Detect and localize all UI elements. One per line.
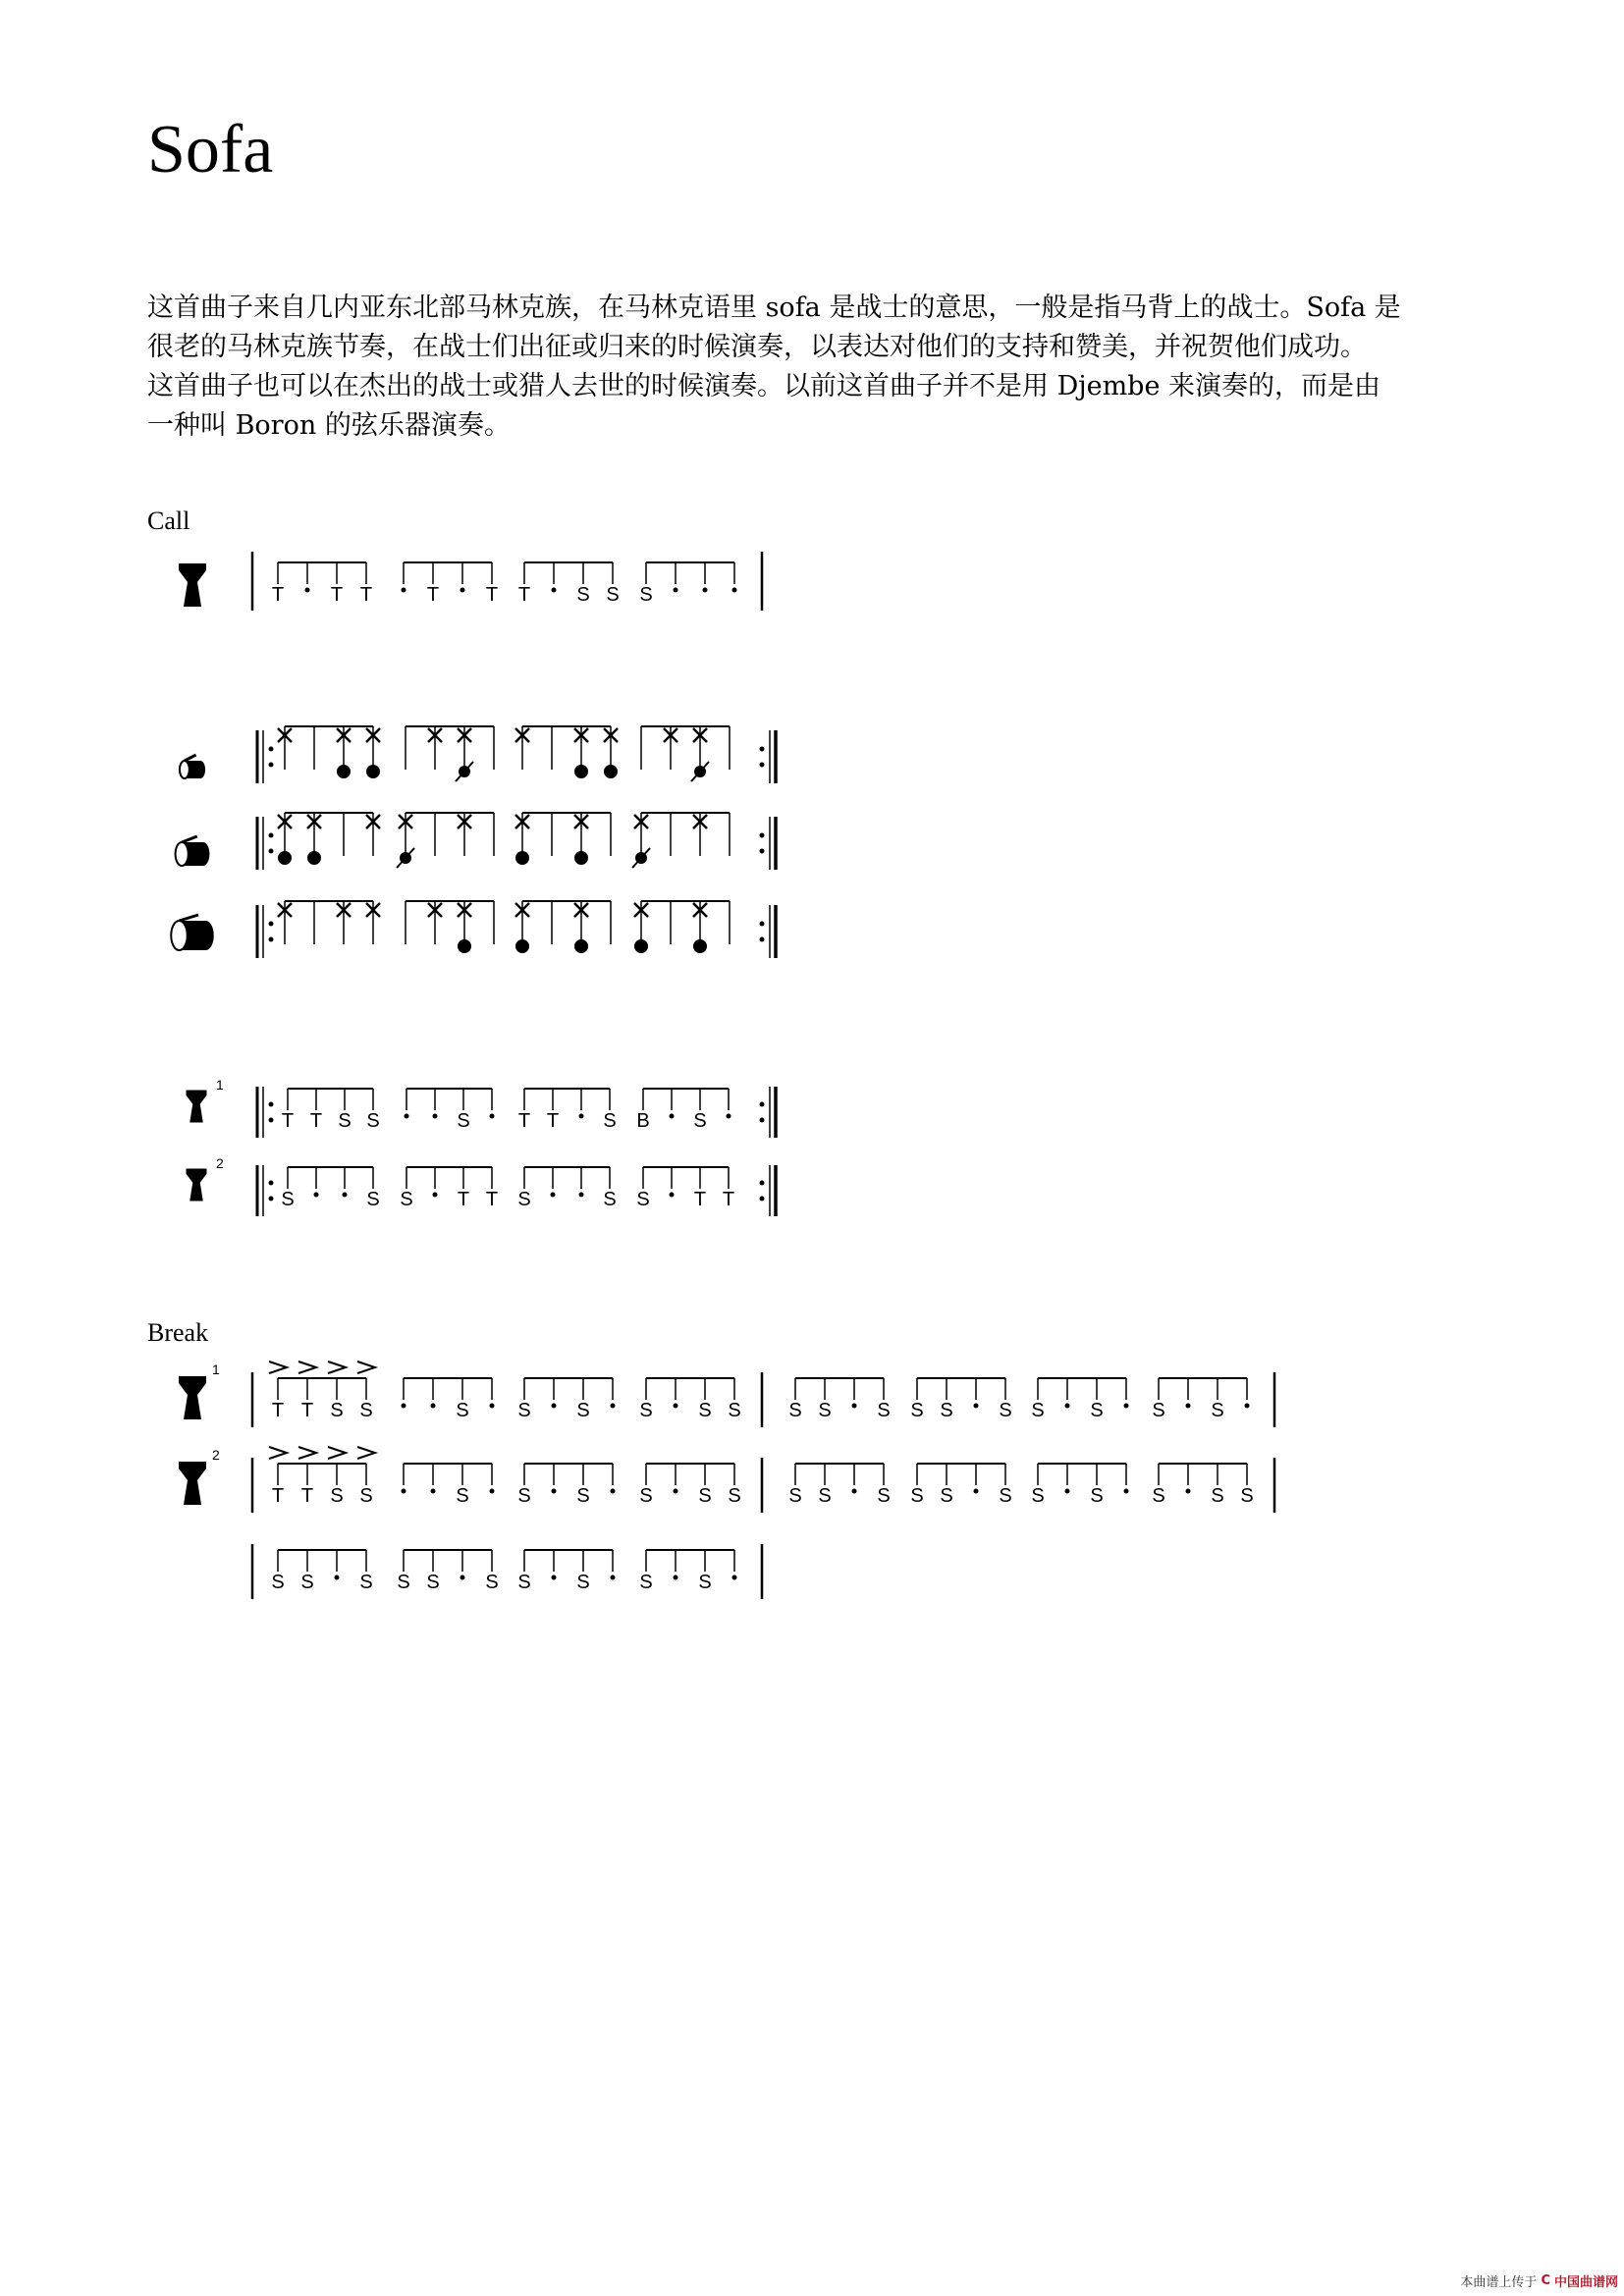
stroke-s: S xyxy=(271,1572,285,1593)
rest-dot xyxy=(670,1114,675,1119)
stroke-s: S xyxy=(698,1400,712,1421)
rest-dot xyxy=(431,1489,436,1494)
rest-dot xyxy=(405,1114,409,1119)
rest-dot xyxy=(460,588,465,593)
stroke-t: T xyxy=(359,584,373,606)
repeat-dot xyxy=(760,849,765,854)
drum-open-dot xyxy=(574,851,588,865)
stroke-t: T xyxy=(485,1189,499,1210)
accent-mark xyxy=(269,1447,287,1459)
stroke-s: S xyxy=(606,584,620,606)
rest-dot xyxy=(552,1575,557,1580)
stroke-s: S xyxy=(698,1485,712,1507)
kenkeni-icon-head xyxy=(180,761,189,778)
stroke-t: T xyxy=(309,1110,323,1132)
part-number: 2 xyxy=(212,1447,220,1463)
repeat-dot xyxy=(760,922,765,927)
stroke-s: S xyxy=(359,1400,373,1421)
drum-open-dot xyxy=(515,939,529,953)
stroke-t: T xyxy=(300,1485,314,1507)
drum-open-dot xyxy=(693,939,707,953)
stroke-t: T xyxy=(517,1110,531,1132)
part-number: 1 xyxy=(212,1362,220,1377)
stroke-t: T xyxy=(271,1400,285,1421)
stroke-s: S xyxy=(517,1572,531,1593)
stroke-s: S xyxy=(1211,1400,1224,1421)
rest-dot xyxy=(611,1404,616,1409)
stroke-s: S xyxy=(300,1572,314,1593)
drum-open-dot xyxy=(278,851,292,865)
stroke-s: S xyxy=(456,1485,469,1507)
repeat-dot xyxy=(269,922,274,927)
rest-dot xyxy=(431,1404,436,1409)
rest-dot xyxy=(974,1404,979,1409)
accent-mark xyxy=(269,1362,287,1373)
rest-dot xyxy=(1124,1489,1129,1494)
footer-prefix: 本曲谱上传于 xyxy=(1460,2275,1538,2290)
rest-dot xyxy=(402,1404,406,1409)
rest-dot xyxy=(552,1489,557,1494)
stroke-t: T xyxy=(300,1400,314,1421)
repeat-dot xyxy=(269,849,274,854)
djembe-icon xyxy=(179,1462,206,1505)
rest-dot xyxy=(490,1489,495,1494)
rest-dot xyxy=(674,1575,678,1580)
repeat-dot xyxy=(269,833,274,838)
stroke-s: S xyxy=(818,1400,832,1421)
repeat-dot xyxy=(760,747,765,752)
rest-dot xyxy=(974,1489,979,1494)
rest-dot xyxy=(490,1114,495,1119)
rest-dot xyxy=(1065,1489,1070,1494)
stroke-s: S xyxy=(698,1572,712,1593)
rest-dot xyxy=(305,588,310,593)
intro-line: 一种叫 Boron 的弦乐器演奏。 xyxy=(147,410,511,441)
rest-dot xyxy=(490,1404,495,1409)
repeat-dot xyxy=(760,1197,765,1201)
drum-open-dot xyxy=(307,851,321,865)
stroke-s: S xyxy=(397,1572,410,1593)
stroke-s: S xyxy=(517,1400,531,1421)
rest-dot xyxy=(727,1114,731,1119)
drum-open-dot xyxy=(515,851,529,865)
rest-dot xyxy=(579,1114,584,1119)
stroke-t: T xyxy=(457,1189,470,1210)
intro-line: 这首曲子也可以在杰出的战士或猎人去世的时候演奏。以前这首曲子并不是用 Djembe 来演奏的，而是由 xyxy=(147,371,1381,401)
rest-dot xyxy=(1186,1404,1191,1409)
stroke-s: S xyxy=(366,1189,380,1210)
djembe-icon xyxy=(179,563,206,607)
repeat-dot xyxy=(760,1102,765,1107)
stroke-s: S xyxy=(910,1400,924,1421)
rest-dot xyxy=(1065,1404,1070,1409)
repeat-dot xyxy=(269,763,274,768)
drum-open-dot xyxy=(574,939,588,953)
rest-dot xyxy=(674,588,678,593)
stroke-t: T xyxy=(485,584,499,606)
repeat-dot xyxy=(760,833,765,838)
repeat-dot xyxy=(269,1197,274,1201)
stroke-s: S xyxy=(456,1400,469,1421)
repeat-dot xyxy=(269,747,274,752)
rest-dot xyxy=(460,1575,465,1580)
rest-dot xyxy=(402,588,406,593)
rest-dot xyxy=(852,1404,857,1409)
stroke-t: T xyxy=(271,1485,285,1507)
stroke-s: S xyxy=(330,1400,344,1421)
stroke-s: S xyxy=(400,1189,413,1210)
intro-line: 这首曲子来自几内亚东北部马林克族，在马林克语里 sofa 是战士的意思，一般是指马背上的战士。Sofa 是 xyxy=(147,293,1401,323)
stroke-s: S xyxy=(818,1485,832,1507)
accent-mark xyxy=(328,1362,346,1373)
repeat-dot xyxy=(269,1102,274,1107)
stroke-s: S xyxy=(1031,1485,1045,1507)
stroke-s: S xyxy=(330,1485,344,1507)
stroke-s: S xyxy=(639,1485,653,1507)
rest-dot xyxy=(674,1404,678,1409)
rest-dot xyxy=(611,1575,616,1580)
drum-open-dot xyxy=(634,939,648,953)
part-number: 1 xyxy=(216,1077,224,1093)
rest-dot xyxy=(732,1575,737,1580)
stroke-s: S xyxy=(338,1110,352,1132)
site-logo-icon: C xyxy=(1541,2273,1550,2288)
stroke-s: S xyxy=(639,584,653,606)
stroke-s: S xyxy=(639,1400,653,1421)
repeat-dot xyxy=(760,1181,765,1186)
sangban-icon-head xyxy=(176,842,189,866)
rest-dot xyxy=(1124,1404,1129,1409)
stroke-s: S xyxy=(426,1572,440,1593)
stroke-s: S xyxy=(693,1110,707,1132)
rest-dot xyxy=(703,588,708,593)
stroke-s: S xyxy=(788,1485,802,1507)
stroke-s: S xyxy=(576,1485,590,1507)
rest-dot xyxy=(1245,1404,1250,1409)
accent-mark xyxy=(357,1362,375,1373)
repeat-dot xyxy=(269,937,274,942)
repeat-dot xyxy=(269,1118,274,1123)
stroke-t: T xyxy=(426,584,440,606)
stroke-s: S xyxy=(1090,1485,1104,1507)
stroke-s: S xyxy=(366,1110,380,1132)
stroke-s: S xyxy=(999,1400,1012,1421)
stroke-s: S xyxy=(1031,1400,1045,1421)
stroke-s: S xyxy=(359,1572,373,1593)
drum-open-dot xyxy=(604,765,618,778)
stroke-s: S xyxy=(517,1485,531,1507)
stroke-t: T xyxy=(517,584,531,606)
stroke-t: T xyxy=(693,1189,707,1210)
accent-mark xyxy=(328,1447,346,1459)
rest-dot xyxy=(1186,1489,1191,1494)
stroke-b: B xyxy=(636,1110,650,1132)
stroke-s: S xyxy=(576,1572,590,1593)
drum-open-dot xyxy=(574,765,588,778)
stroke-s: S xyxy=(910,1485,924,1507)
rest-dot xyxy=(314,1193,319,1198)
stroke-s: S xyxy=(940,1485,953,1507)
rest-dot xyxy=(402,1489,406,1494)
rest-dot xyxy=(433,1193,438,1198)
stroke-s: S xyxy=(359,1485,373,1507)
djembe-icon xyxy=(187,1091,207,1123)
site-name: 中国曲谱网 xyxy=(1553,2275,1618,2290)
stroke-s: S xyxy=(603,1189,617,1210)
stroke-s: S xyxy=(1211,1485,1224,1507)
stroke-s: S xyxy=(1152,1400,1165,1421)
repeat-dot xyxy=(269,1181,274,1186)
footer-credit xyxy=(1460,2271,1618,2290)
djembe-icon xyxy=(187,1169,207,1201)
stroke-s: S xyxy=(485,1572,499,1593)
rest-dot xyxy=(433,1114,438,1119)
stroke-s: S xyxy=(877,1400,891,1421)
repeat-dot xyxy=(760,937,765,942)
dundunba-icon-stick xyxy=(180,915,199,921)
stroke-s: S xyxy=(639,1572,653,1593)
stroke-s: S xyxy=(457,1110,470,1132)
stroke-t: T xyxy=(271,584,285,606)
drum-open-dot xyxy=(366,765,380,778)
stroke-t: T xyxy=(546,1110,560,1132)
rest-dot xyxy=(611,1489,616,1494)
dundunba-icon-head xyxy=(171,921,188,950)
drum-open-dot xyxy=(337,765,351,778)
section-call-label: Call xyxy=(147,507,190,535)
part-number: 2 xyxy=(216,1155,224,1171)
rest-dot xyxy=(551,1193,556,1198)
rest-dot xyxy=(852,1489,857,1494)
accent-mark xyxy=(298,1362,316,1373)
stroke-s: S xyxy=(940,1400,953,1421)
rest-dot xyxy=(343,1193,348,1198)
stroke-s: S xyxy=(999,1485,1012,1507)
page-title: Sofa xyxy=(147,112,274,187)
stroke-s: S xyxy=(517,1189,531,1210)
stroke-s: S xyxy=(636,1189,650,1210)
accent-mark xyxy=(357,1447,375,1459)
stroke-s: S xyxy=(1090,1400,1104,1421)
stroke-s: S xyxy=(728,1400,741,1421)
stroke-t: T xyxy=(722,1189,735,1210)
stroke-s: S xyxy=(788,1400,802,1421)
stroke-s: S xyxy=(877,1485,891,1507)
repeat-dot xyxy=(760,763,765,768)
stroke-t: T xyxy=(330,584,344,606)
rest-dot xyxy=(552,588,557,593)
rest-dot xyxy=(552,1404,557,1409)
rest-dot xyxy=(732,588,737,593)
repeat-dot xyxy=(760,1118,765,1123)
rest-dot xyxy=(579,1193,584,1198)
drum-open-dot xyxy=(458,939,471,953)
accent-mark xyxy=(298,1447,316,1459)
section-break-label: Break xyxy=(147,1318,209,1347)
sangban-icon-stick xyxy=(182,836,197,842)
kenkeni-icon-stick xyxy=(185,755,196,761)
stroke-t: T xyxy=(281,1110,295,1132)
rest-dot xyxy=(674,1489,678,1494)
stroke-s: S xyxy=(576,1400,590,1421)
rest-dot xyxy=(670,1193,675,1198)
stroke-s: S xyxy=(1152,1485,1165,1507)
stroke-s: S xyxy=(603,1110,617,1132)
intro-line: 很老的马林克族节奏，在战士们出征或归来的时候演奏，以表达对他们的支持和赞美，并祝贺他们成功。 xyxy=(147,332,1367,362)
djembe-icon xyxy=(179,1376,206,1419)
stroke-s: S xyxy=(1240,1485,1254,1507)
stroke-s: S xyxy=(728,1485,741,1507)
stroke-s: S xyxy=(576,584,590,606)
rest-dot xyxy=(335,1575,340,1580)
stroke-s: S xyxy=(281,1189,295,1210)
